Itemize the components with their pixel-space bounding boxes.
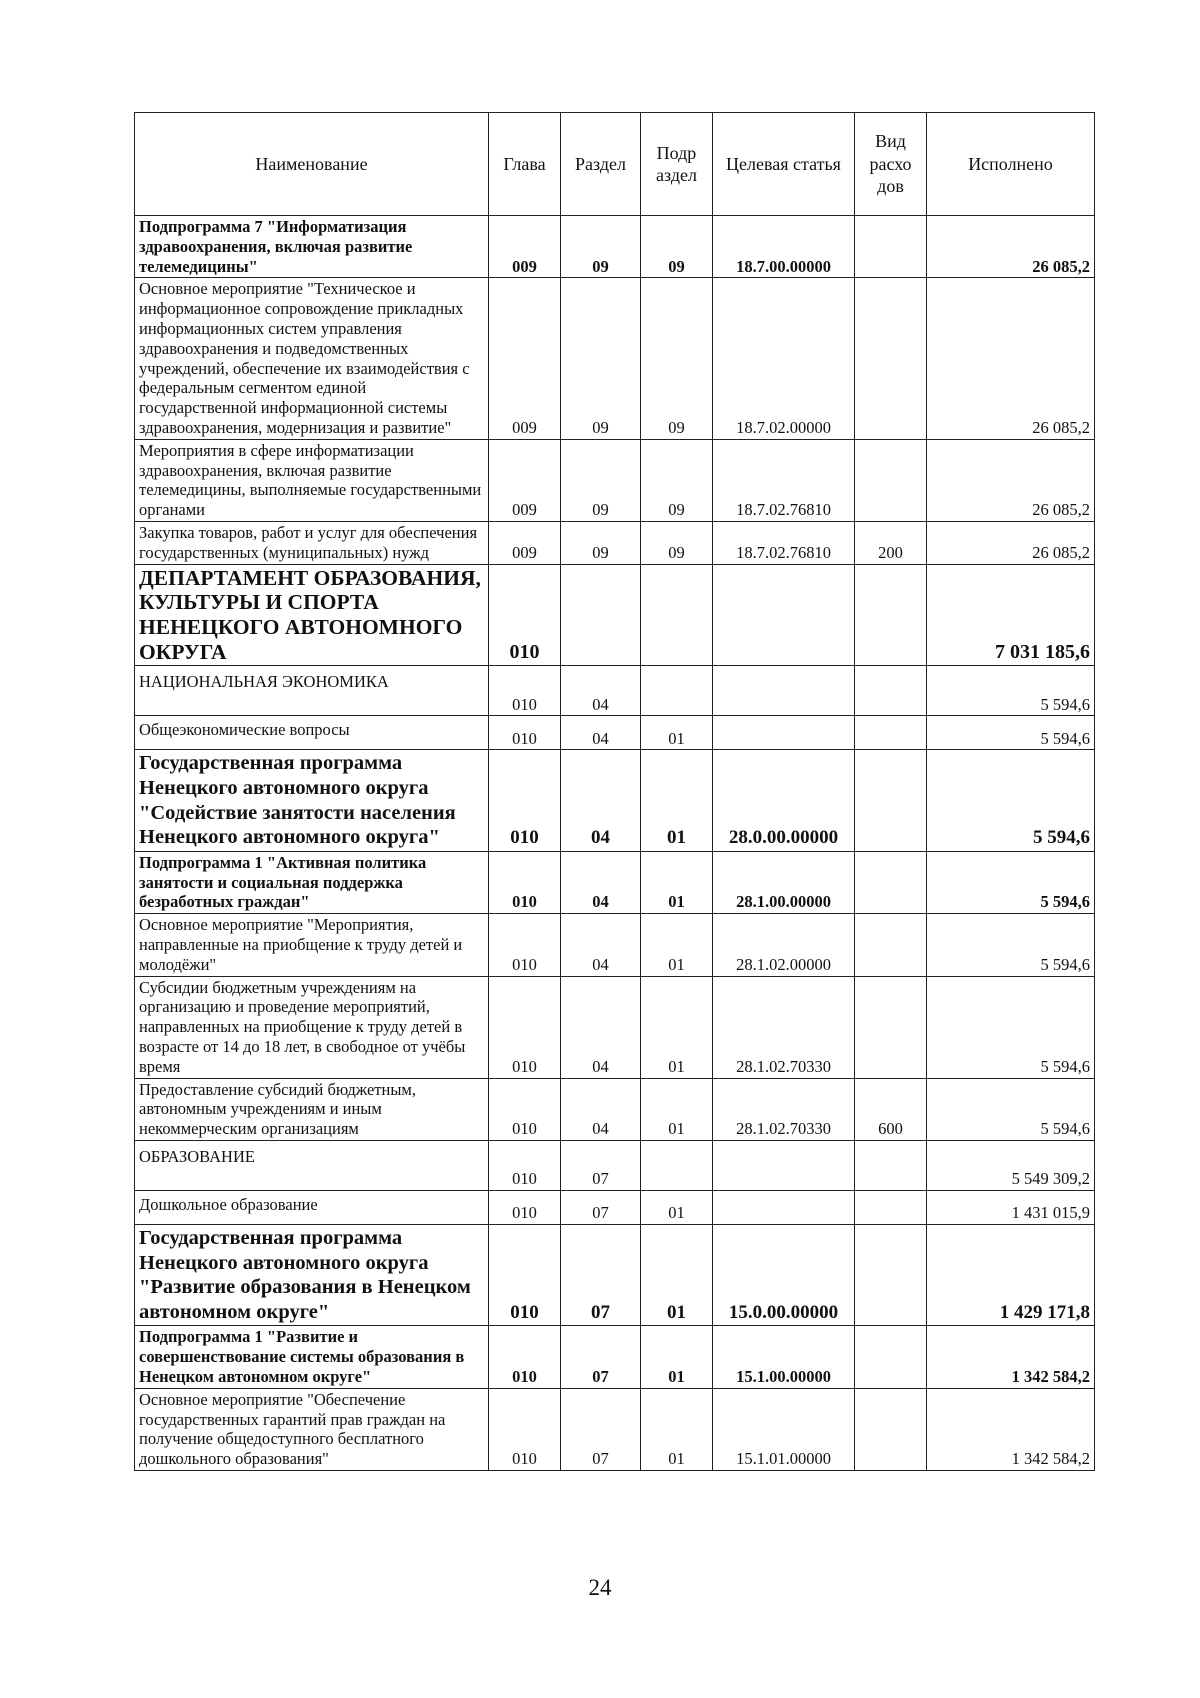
table-row-subprogram: [135, 851, 1095, 913]
row-executed: 7 031 185,6: [927, 564, 1095, 666]
row-executed: 26 085,2: [927, 278, 1095, 439]
table-header-row: [135, 113, 1095, 216]
row-executed: 26 085,2: [927, 439, 1095, 521]
row-section: [561, 564, 641, 666]
row-subsection: 01: [641, 750, 713, 851]
row-target: 28.1.02.00000: [713, 914, 855, 976]
row-chapter: 010: [489, 666, 561, 716]
row-target: [713, 716, 855, 750]
row-target: [713, 1140, 855, 1190]
row-expense-type: [855, 439, 927, 521]
row-subsection: 09: [641, 216, 713, 278]
row-target: [713, 666, 855, 716]
table-row-program: [135, 1224, 1095, 1325]
page-number: 24: [588, 1575, 612, 1600]
row-name: ОБРАЗОВАНИЕ: [135, 1140, 489, 1190]
row-subsection: 01: [641, 1078, 713, 1140]
row-name: Субсидии бюджетным учреждениям на организацию и проведение мероприятий, направленных на приобщение к труду детей в возрасте от 14 до 18 лет, в свободное от учёбы время: [135, 976, 489, 1078]
row-target: [713, 564, 855, 666]
row-name: Дошкольное образование: [135, 1190, 489, 1224]
row-target: 15.1.01.00000: [713, 1388, 855, 1470]
row-target: [713, 1190, 855, 1224]
row-target: 28.1.02.70330: [713, 1078, 855, 1140]
row-chapter: 010: [489, 716, 561, 750]
table-row: [135, 278, 1095, 439]
row-expense-type: 600: [855, 1078, 927, 1140]
row-executed: 1 342 584,2: [927, 1326, 1095, 1388]
row-subsection: [641, 666, 713, 716]
row-chapter: 010: [489, 976, 561, 1078]
row-name: Основное мероприятие "Обеспечение государственных гарантий прав граждан на получение общедоступного бесплатного дошкольного образования": [135, 1388, 489, 1470]
table-row: [135, 1388, 1095, 1470]
row-section: 09: [561, 278, 641, 439]
row-subsection: [641, 1140, 713, 1190]
row-expense-type: [855, 1326, 927, 1388]
row-executed: 26 085,2: [927, 521, 1095, 564]
row-name: Закупка товаров, работ и услуг для обеспечения государственных (муниципальных) нужд: [135, 521, 489, 564]
header-name: Наименование: [135, 113, 489, 216]
row-name: НАЦИОНАЛЬНАЯ ЭКОНОМИКА: [135, 666, 489, 716]
row-expense-type: [855, 666, 927, 716]
header-expense-type: Вид расхо дов: [855, 113, 927, 216]
row-section: 09: [561, 439, 641, 521]
table-row-subsection: [135, 1190, 1095, 1224]
row-subsection: 01: [641, 1224, 713, 1325]
row-section: 04: [561, 976, 641, 1078]
row-name: Мероприятия в сфере информатизации здравоохранения, включая развитие телемедицины, выполняемые государственными органами: [135, 439, 489, 521]
table-row-program: [135, 750, 1095, 851]
row-target: 28.1.02.70330: [713, 976, 855, 1078]
row-executed: 5 594,6: [927, 750, 1095, 851]
row-chapter: 010: [489, 914, 561, 976]
row-expense-type: [855, 914, 927, 976]
row-expense-type: [855, 716, 927, 750]
row-chapter: 010: [489, 1224, 561, 1325]
row-chapter: 009: [489, 439, 561, 521]
table-row: [135, 914, 1095, 976]
row-expense-type: [855, 1190, 927, 1224]
row-executed: 5 594,6: [927, 1078, 1095, 1140]
row-target: 18.7.00.00000: [713, 216, 855, 278]
row-section: 04: [561, 914, 641, 976]
row-target: 28.1.00.00000: [713, 851, 855, 913]
row-subsection: 09: [641, 439, 713, 521]
row-section: 04: [561, 851, 641, 913]
row-executed: 1 429 171,8: [927, 1224, 1095, 1325]
table-row: [135, 1078, 1095, 1140]
table-row: [135, 439, 1095, 521]
row-section: 04: [561, 716, 641, 750]
header-chapter: Глава: [489, 113, 561, 216]
row-target: 15.1.00.00000: [713, 1326, 855, 1388]
row-chapter: 009: [489, 216, 561, 278]
row-expense-type: 200: [855, 521, 927, 564]
row-expense-type: [855, 976, 927, 1078]
row-expense-type: [855, 1388, 927, 1470]
row-subsection: 01: [641, 716, 713, 750]
row-section: 04: [561, 1078, 641, 1140]
row-subsection: 01: [641, 976, 713, 1078]
row-chapter: 010: [489, 564, 561, 666]
row-subsection: 01: [641, 851, 713, 913]
row-executed: 1 342 584,2: [927, 1388, 1095, 1470]
row-section: 07: [561, 1224, 641, 1325]
row-expense-type: [855, 750, 927, 851]
row-chapter: 010: [489, 1190, 561, 1224]
row-chapter: 010: [489, 750, 561, 851]
row-name: Предоставление субсидий бюджетным, автономным учреждениям и иным некоммерческим организациям: [135, 1078, 489, 1140]
row-subsection: 01: [641, 914, 713, 976]
header-section: Раздел: [561, 113, 641, 216]
row-section: 07: [561, 1140, 641, 1190]
row-chapter: 009: [489, 278, 561, 439]
row-name: Основное мероприятие "Мероприятия, направленные на приобщение к труду детей и молодёжи": [135, 914, 489, 976]
row-target: 18.7.02.00000: [713, 278, 855, 439]
table-row: [135, 216, 1095, 278]
table-row-department: [135, 564, 1095, 666]
row-executed: 5 594,6: [927, 666, 1095, 716]
row-section: 07: [561, 1190, 641, 1224]
row-name: Государственная программа Ненецкого автономного округа "Развитие образования в Ненецком автономном округе": [135, 1224, 489, 1325]
row-expense-type: [855, 278, 927, 439]
row-executed: 1 431 015,9: [927, 1190, 1095, 1224]
row-chapter: 010: [489, 1388, 561, 1470]
row-name: Подпрограмма 7 "Информатизация здравоохранения, включая развитие телемедицины": [135, 216, 489, 278]
row-section: 04: [561, 666, 641, 716]
row-name: Общеэкономические вопросы: [135, 716, 489, 750]
row-expense-type: [855, 851, 927, 913]
table-row-subsection: [135, 716, 1095, 750]
row-expense-type: [855, 1224, 927, 1325]
row-chapter: 010: [489, 1078, 561, 1140]
row-executed: 5 549 309,2: [927, 1140, 1095, 1190]
row-section: 09: [561, 216, 641, 278]
row-executed: 26 085,2: [927, 216, 1095, 278]
row-expense-type: [855, 564, 927, 666]
row-name: Основное мероприятие "Техническое и информационное сопровождение прикладных информационных систем управления здравоохранения и подведомственных учреждений, обеспечение их взаимодействия с федеральным сегментом единой государственной информационной системы здравоохранения, модернизация и развитие": [135, 278, 489, 439]
row-section: 07: [561, 1388, 641, 1470]
header-subsection: Подр аздел: [641, 113, 713, 216]
row-expense-type: [855, 1140, 927, 1190]
header-executed: Исполнено: [927, 113, 1095, 216]
row-chapter: 010: [489, 1326, 561, 1388]
table-row-section: [135, 666, 1095, 716]
row-subsection: 09: [641, 521, 713, 564]
row-target: 18.7.02.76810: [713, 521, 855, 564]
budget-execution-table: [134, 112, 1095, 1471]
row-name: ДЕПАРТАМЕНТ ОБРАЗОВАНИЯ, КУЛЬТУРЫ И СПОРТА НЕНЕЦКОГО АВТОНОМНОГО ОКРУГА: [135, 564, 489, 666]
row-subsection: 01: [641, 1190, 713, 1224]
row-name: Подпрограмма 1 "Активная политика занятости и социальная поддержка безработных граждан": [135, 851, 489, 913]
row-executed: 5 594,6: [927, 851, 1095, 913]
row-executed: 5 594,6: [927, 914, 1095, 976]
row-subsection: 01: [641, 1326, 713, 1388]
row-chapter: 010: [489, 851, 561, 913]
row-subsection: 09: [641, 278, 713, 439]
row-section: 04: [561, 750, 641, 851]
row-chapter: 009: [489, 521, 561, 564]
row-subsection: [641, 564, 713, 666]
row-target: 18.7.02.76810: [713, 439, 855, 521]
table-row: [135, 521, 1095, 564]
row-target: 15.0.00.00000: [713, 1224, 855, 1325]
table-row-section: [135, 1140, 1095, 1190]
row-chapter: 010: [489, 1140, 561, 1190]
row-expense-type: [855, 216, 927, 278]
header-target-article: Целевая статья: [713, 113, 855, 216]
table-row-subprogram: [135, 1326, 1095, 1388]
row-subsection: 01: [641, 1388, 713, 1470]
row-executed: 5 594,6: [927, 976, 1095, 1078]
row-name: Подпрограмма 1 "Развитие и совершенствование системы образования в Ненецком автономном округе": [135, 1326, 489, 1388]
row-section: 09: [561, 521, 641, 564]
row-target: 28.0.00.00000: [713, 750, 855, 851]
row-executed: 5 594,6: [927, 716, 1095, 750]
table-row: [135, 976, 1095, 1078]
row-section: 07: [561, 1326, 641, 1388]
row-name: Государственная программа Ненецкого автономного округа "Содействие занятости населения Ненецкого автономного округа": [135, 750, 489, 851]
